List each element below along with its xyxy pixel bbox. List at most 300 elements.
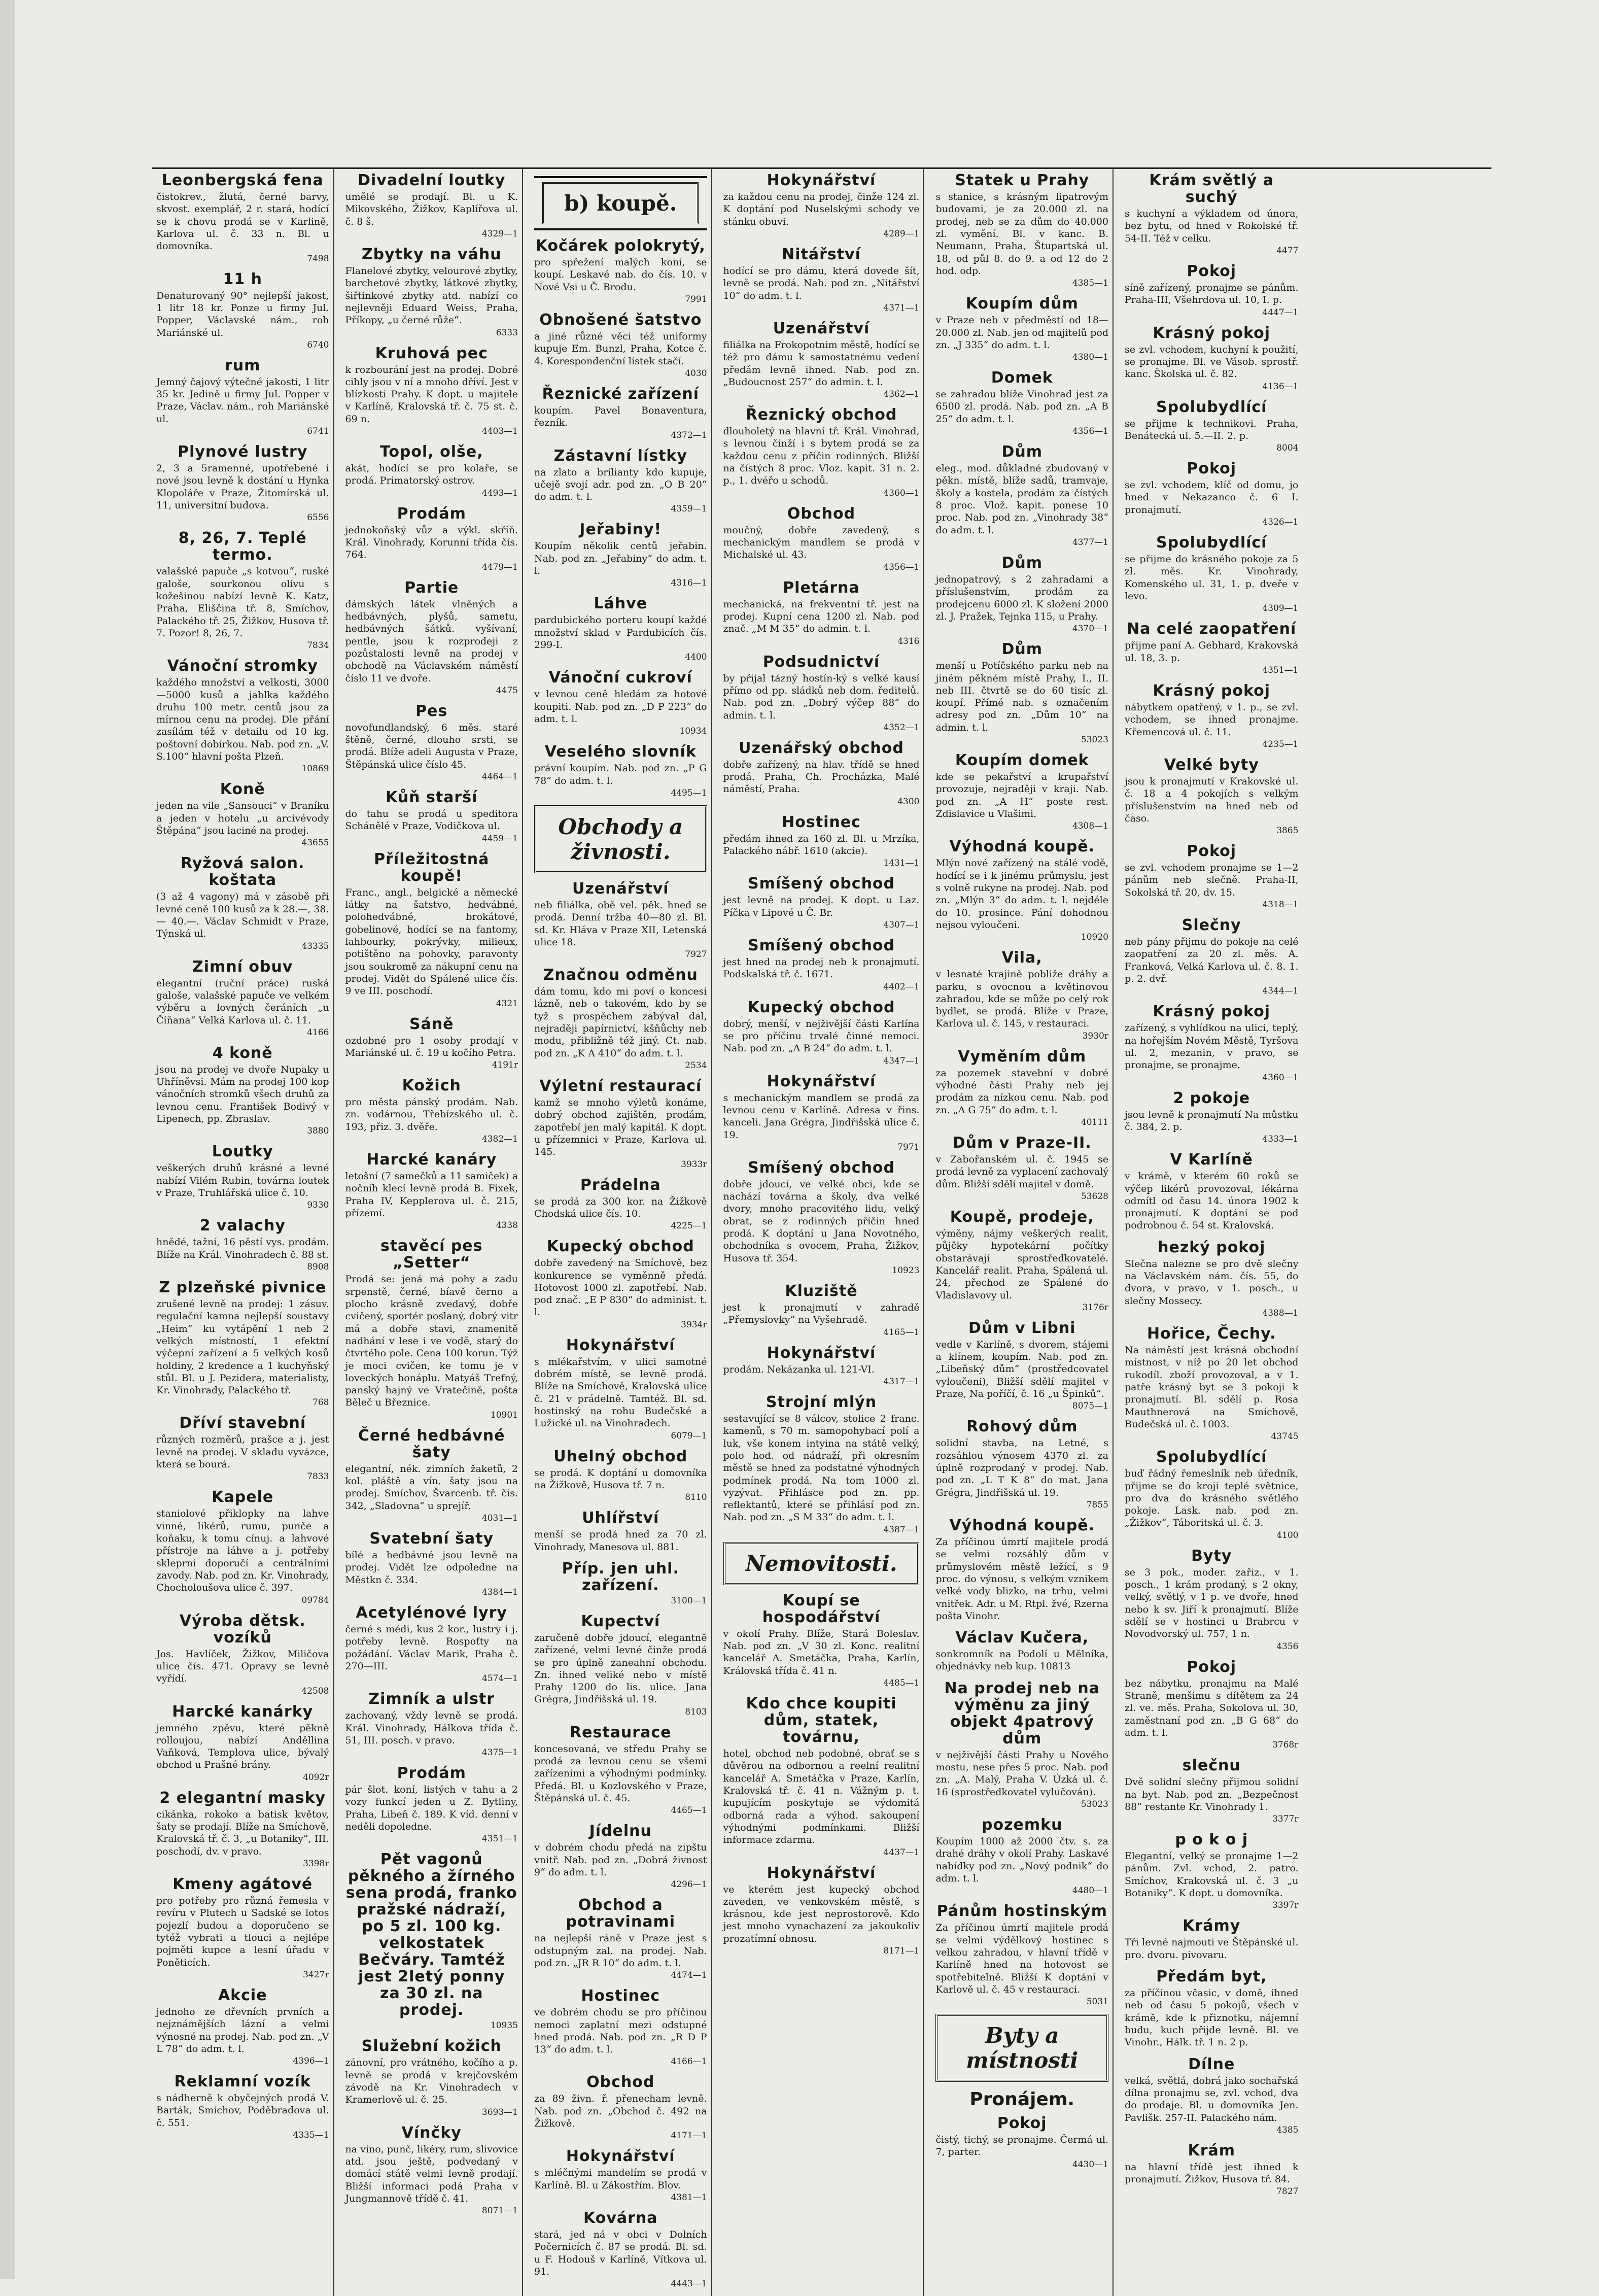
classified-ad [345, 851, 518, 1009]
classified-ad [1125, 757, 1299, 836]
ad-text: mechanická, na frekventní tř. jest na prodej. Kupní cena 1200 zl. Nab. pod znač. „M M 35“ do admin. t. l. [723, 598, 920, 635]
ad-reference-number: 4362—1 [883, 389, 920, 400]
ad-title: Koupě, prodeje, [950, 1208, 1094, 1226]
ad-title: Hostinec [782, 813, 861, 831]
ad-reference-number: 4356 [1276, 1641, 1299, 1652]
ad-reference-number: 09784 [301, 1595, 329, 1605]
classified-ad [156, 172, 329, 264]
ad-title: Krámy [1183, 1917, 1241, 1935]
ad-title: Kožich [402, 1077, 461, 1095]
ad-title: Koupím dům [965, 295, 1079, 313]
ad-title: Hostinec [581, 1987, 661, 2005]
classified-ad [534, 669, 707, 736]
ad-reference-number: 4474—1 [671, 1970, 707, 1981]
ad-reference-number: 4387—1 [883, 1524, 920, 1535]
ad-reference-number: 4443—1 [671, 2279, 707, 2289]
column-1 [152, 169, 334, 2296]
ad-title: Hokynářství [566, 1336, 675, 1354]
ad-title: Strojní mlýn [766, 1393, 877, 1411]
ad-reference-number: 4165—1 [883, 1327, 920, 1338]
ad-text: předám ihned za 160 zl. Bl. u Mrzíka, Palackého nábř. 1610 (akcie). [723, 833, 920, 857]
ad-reference-number: 8071—1 [481, 2206, 518, 2216]
ad-title: Vyměním dům [958, 1047, 1087, 1066]
ad-reference-number: 4309—1 [1262, 603, 1299, 614]
ad-text: ve dobrém chodu se pro příčinou nemoci zaplatní mezi odstupné hned prodá. Nab. pod zn. „R D P 13“ do adm. t. l. [534, 2007, 707, 2055]
ad-text: Elegantní, velký se pronajme 1—2 pánům. Zvl. vchod, 2. patro. Smíchov, Krakovská ul. č. 3 „u Botaniky“. K dopt. u domovníka. [1124, 1850, 1299, 1899]
classified-ad [345, 579, 518, 696]
ad-text: různých rozměrů, prašce a j. jest levně na prodej. V skladu vyvázce, která se bourá. [156, 1434, 329, 1470]
ad-reference-number: 3377r [1272, 1814, 1299, 1825]
ad-reference-number: 7498 [307, 253, 329, 264]
ad-text: Dvě solidní slečny přijmou solidní na byt. Nab. pod zn. „Bezpečnost 88“ restante Kr. Vinohrady 1. [1124, 1776, 1299, 1812]
ad-title: Obnošené šatstvo [539, 311, 702, 329]
ad-text: koncesovaná, ve středu Prahy se prodá za levnou cenu se všemi zařízeními a výhodnými podmínky. Předá. Bl. u Kozlovského v Praze, Štěpánská ul. č. 45. [534, 1743, 707, 1804]
ad-text: cikánka, rokoko a batisk květov, šaty se prodají. Blíže na Smíchově, Kralovská tř. č. 3, „u Botaniky“, III. poschodí, dv. v pravo. [156, 1808, 329, 1857]
ad-title: Zbytky na váhu [361, 245, 502, 263]
ad-reference-number: 7971 [897, 1142, 920, 1152]
ad-reference-number: 4380—1 [1072, 352, 1108, 363]
ad-reference-number: 4381—1 [671, 2192, 707, 2203]
ad-reference-number: 4479—1 [481, 562, 518, 572]
classified-ad [534, 1510, 707, 1553]
ad-title: Obchod [586, 2073, 655, 2092]
classified-ad [935, 555, 1108, 634]
classified-ad [345, 1604, 518, 1684]
ad-text: s kuchyní a výkladem od února, bez bytu, od hned v Rokolské tř. 54-II. Též v celku. [1124, 208, 1299, 244]
ad-text: v lesnaté krajině pobliže dráhy a parku, s ovocnou a květinovou zahradou, kde se může po celý rok bydlet, se prodá. Blíže v Praze, Karlova ul. č. 145, v restauraci. [935, 969, 1108, 1030]
ad-text: sonkromník na Podolí u Mělníka, objednávky neb kup. 10813 [935, 1649, 1108, 1672]
ad-title: Výhodná koupě. [949, 838, 1095, 856]
ad-text: v krámě, v kterém 60 roků se výčep likérů provozoval, lékárna odmítl od času 14. února 1902 k pronajmutí. K doptání se pod podrobnou č. 54 st. Kralovská. [1124, 1171, 1299, 1231]
ad-reference-number: 7991 [685, 294, 707, 304]
ad-title: Kůň starší [386, 789, 478, 807]
ad-reference-number: 4396—1 [293, 2056, 329, 2067]
ad-reference-number: 4333—1 [1262, 1134, 1299, 1145]
classified-ad [534, 2148, 707, 2203]
ad-text: za každou cenu na prodej, činže 124 zl. K doptání pod Nuselskými schody ve stánku obuvi. [723, 191, 920, 227]
ad-title: Z plzeňské pivnice [159, 1278, 327, 1296]
classified-ad [156, 781, 329, 848]
ad-text: černé s médi, kus 2 kor., lustry i j. potřeby levně. Rospoťty na požádání. Václav Marik, Praha č. 270—III. [345, 1623, 518, 1672]
classified-ad [534, 595, 707, 662]
ad-title: p o k o j [1175, 1831, 1248, 1849]
ad-reference-number: 4485—1 [883, 1678, 920, 1688]
ad-reference-number: 4191r [492, 1060, 518, 1071]
ad-text: jemného zpěvu, které pěkně rolloujou, nabízí Anděllina Vaňková, Templova ulice, bývalý obchod u Prašné brány. [156, 1722, 329, 1771]
ad-reference-number: 9330 [307, 1200, 329, 1211]
ad-title: Plynové lustry [178, 443, 308, 461]
ad-text: pardubického porteru koupí každé množství sklad v Pardubicích čís. 299-I. [534, 614, 707, 650]
classified-ad [935, 1517, 1108, 1622]
ad-title: Velké byty [1164, 756, 1259, 774]
ad-title: Dům [1001, 443, 1042, 461]
ad-reference-number: 5031 [1086, 1997, 1108, 2007]
ad-text: se prodá za 300 kor. na Žižkově Chodská ulice čís. 10. [534, 1195, 707, 1219]
ad-text: s nádherně k obyčejných prodá V. Barták, Smíchov, Poděbradova ul. č. 551. [156, 2093, 329, 2129]
ad-text: jeden na vile „Sansouci“ v Braníku a jeden v hotelu „u arcivévody Štěpána“ jsou laciné na prodej. [156, 800, 329, 836]
classified-ad [534, 1613, 707, 1717]
classified-ad [534, 1823, 707, 1890]
classified-ad [534, 2210, 707, 2289]
ad-text: se zvl. vchodem pronajme se 1—2 pánům neb slečně. Praha-II, Sokolská tř. 20, dv. 15. [1124, 862, 1299, 898]
ad-title: Topol, olše, [379, 443, 483, 461]
ad-reference-number: 3427r [303, 1969, 329, 1980]
ad-text: zrušené levně na prodej: 1 zásuv. regulační kamna nejlepší soustavy „Heim“ ku vytápění 1 neb 2 velkých místností, 1 efektní výčepní zařízení a 5 velkých kosů holdiny, 2 kredence a 1 kuchyňský stůl. Bl. u J. Pezidera, materialisty, Kr. Vinohrady, Palackého tř. [156, 1298, 329, 1396]
ad-text: jsou k pronajmutí v Krakovské ul. č. 18 a 4 pokojích s velkým příslušenstvím na hned neb od časo. [1124, 775, 1299, 824]
classified-ad [1125, 682, 1299, 749]
ad-title: pozemku [982, 1816, 1063, 1834]
ad-text: solidní stavba, na Letné, s rozsáhlou výnosem 4370 zl. za úplně rozprodaný v prodej. Nab. pod zn. „L T K 8“ do mat. Jana Grégra, Jindřišská ul. 19. [935, 1437, 1108, 1498]
ad-title: Statek u Prahy [955, 172, 1090, 189]
classified-ad [156, 1876, 329, 1980]
ad-reference-number: 4495—1 [671, 787, 707, 798]
ad-reference-number: 4371—1 [883, 302, 920, 313]
ad-reference-number: 4166 [307, 1027, 329, 1038]
ad-title: Značnou odměnu [543, 966, 698, 984]
ad-text: bez nábytku, pronajmu na Malé Straně, menšimu s dítětem za 24 zl. ve. měs. Praha, Sokolova ul. 30, zaměstnaní pod zn. „B G 68“ do adm. t. l. [1124, 1677, 1299, 1738]
classified-ad [935, 172, 1108, 288]
classified-ad [534, 312, 707, 379]
ad-title: Uhlířství [582, 1509, 659, 1527]
ad-reference-number: 4100 [1276, 1530, 1299, 1540]
ad-title: Hokynářství [767, 1864, 876, 1882]
ad-reference-number: 4480—1 [1072, 1886, 1108, 1896]
classified-ad [345, 703, 518, 782]
ad-title: Výletní restaurací [539, 1077, 702, 1095]
ad-text: pár šlot. koní, listých v tahu a 2 vozy funkcí jeden u Z. Bytliny, Praha, Libeň č. 189. K víd. denní v neděli dopoledne. [345, 1784, 518, 1833]
ad-reference-number: 7927 [685, 949, 707, 960]
ad-reference-number: 4464—1 [481, 772, 518, 782]
classified-ad [534, 967, 707, 1071]
ad-text: Za příčinou úmrtí majitele prodá se velmi rozsáhlý dům v průmyslovém městě ležící, s 9 proc. do výnosu, s velkým vznikem velké vody blizko, na trhu, velmi vnitřek. Adr. u M. Rtpl. žvé, Rzerna pošta Vinohr. [935, 1536, 1108, 1622]
classified-ad [534, 1337, 707, 1441]
ad-text: pro potřeby pro různá řemesla v revíru v Plutech u Sadské se lotos pojezlí budou a doporučeno se tytéž vybrati a tlouci a nejlépe pojměti kupce a lesní úřadu v Poněticích. [156, 1895, 329, 1968]
ad-text: čistý, tichý, se pronajme. Čermá ul. 7, parter. [935, 2134, 1108, 2158]
ad-reference-number: 7827 [1276, 2186, 1299, 2197]
ad-title: Krám [1188, 2141, 1235, 2160]
ad-text: Tři levné najmouti ve Štěpánské ul. pro. dvoru. pivovaru. [1124, 1937, 1299, 1961]
ad-title: Podsudnictví [762, 653, 880, 671]
classified-ad [156, 357, 329, 436]
ad-title: Partie [404, 578, 459, 597]
classified-ad [723, 1865, 920, 1957]
ad-title: Zimník a ulstr [368, 1690, 495, 1708]
classified-ad [345, 246, 518, 338]
ad-title: Uzenářský obchod [739, 739, 904, 757]
ad-text: zařízený, s vyhlídkou na ulici, teplý, na hořejším Novém Městě, Tyršova ul. 2, mezanin, v pravo, se pronajme, se pronajme. [1124, 1022, 1299, 1071]
classified-ad [723, 1345, 920, 1387]
ad-text: Franc., angl., belgické a německé látky na šatstvo, hedvábné, polohedvábné, brokátové, gobelinové, hodící se na fantomy, lahbourky, pokrývky, milieux, potištěno na pohovky, paravonty jsou soukromě za nákupní cenu na prodej. Vidět do Spálené ulice čís. 9 ve III. poschodí. [345, 886, 518, 997]
ad-text: s stanice, s krásným lipatrovým budovami, je za 20.000 zl. na prodej, neb se za dům do 40.000 zl. vymění. Bl. v kanc. B. Neumann, Praha, Štupartská ul. 18, od půl 8. do 9. a od 12 do 2 hod. odp. [935, 191, 1108, 277]
classified-ad [723, 505, 920, 572]
ad-title: Na prodej neb na výměnu za jiný objekt 4patrový dům [944, 1679, 1100, 1747]
classified-ad [1125, 172, 1299, 256]
classified-ad [156, 1143, 329, 1210]
ad-title: Služební kožich [361, 2037, 502, 2055]
ad-reference-number: 3398r [303, 1859, 329, 1869]
ad-reference-number: 2534 [685, 1060, 707, 1071]
ad-reference-number: 10923 [892, 1265, 920, 1276]
section-rule [534, 228, 707, 230]
ad-text: za 89 živn. ř. přenecham levně. Nab. pod zn. „Obchod č. 492 na Žižkově. [534, 2093, 707, 2130]
ad-text: výměny, nájmy veškerých realit, půjčky hypotekární počítky obstarávají sprostředkovatelé. Kancelář realit. Praha, Spálená ul. 24, přechod ze Spálené do Vladislavovy ul. [935, 1227, 1108, 1301]
ad-text: se přijme do krásného pokoje za 5 zl. měs. Kr. Vinohrady, Komenského ul. 31, 1. p. dveře v levo. [1124, 554, 1299, 602]
ad-reference-number: 10869 [301, 764, 329, 774]
ad-title: Vánoční stromky [167, 657, 318, 675]
classified-ad [935, 295, 1108, 362]
ad-title: Kmeny agátové [172, 1875, 313, 1893]
classified-ad [935, 443, 1108, 547]
ad-title: Příležitostná koupě! [374, 850, 490, 885]
ad-reference-number: 4235—1 [1262, 739, 1299, 749]
ad-title: 2 elegantní masky [159, 1789, 326, 1807]
ad-title: Domek [991, 369, 1053, 387]
ad-reference-number: 4356—1 [1072, 426, 1108, 437]
ad-reference-number: 53023 [1081, 735, 1108, 745]
classified-ad [723, 320, 920, 399]
ad-title: Zimní obuv [192, 957, 293, 976]
classified-ad [156, 958, 329, 1038]
ad-title: Pletárna [783, 578, 860, 597]
ad-title: Hořice, Čechy. [1147, 1325, 1276, 1343]
ad-title: Pokoj [1187, 842, 1237, 861]
ad-text: dám tomu, kdo mi poví o koncesi lázně, neb o takovém, kdo by se tyž s prospěchem zabýval dal, nejraději papírnictví, kšňůchy neb modu, přibližně též jiný. Ct. nab. pod zn. „K A 410“ do adm. t. l. [534, 986, 707, 1059]
ad-text: hnědé, tažní, 16 pěstí vys. prodám. Blíže na Král. Vinohradech č. 88 st. [156, 1237, 329, 1260]
ad-reference-number: 4400 [685, 652, 707, 663]
ad-title: Láhve [594, 595, 648, 613]
ad-reference-number: 4225—1 [671, 1221, 707, 1231]
ad-reference-number: 8171—1 [883, 1946, 920, 1957]
ad-title: Kočárek polokrytý, [535, 237, 706, 255]
ad-title: Pokoj [1187, 460, 1237, 478]
ad-title: Sáně [409, 1015, 454, 1033]
ad-title: Vánoční cukroví [548, 669, 692, 687]
classified-ad [935, 641, 1108, 745]
ad-title: Koupím domek [955, 751, 1089, 770]
ad-reference-number: 4475 [496, 685, 518, 696]
classified-ad [1125, 1968, 1299, 2049]
ad-title: Kapele [212, 1488, 274, 1506]
classified-ad [935, 752, 1108, 831]
ad-title: Dílne [1188, 2055, 1235, 2073]
ad-title: Pokoj [1187, 1658, 1237, 1676]
ad-reference-number: 4307—1 [883, 920, 920, 930]
ad-text: Denaturovaný 90° nejlepší jakost, 1 litr 18 kr. Ponze u firmy Jul. Popper, Václavské nám., roh Mariánské ul. [156, 290, 329, 338]
classified-ad [156, 1217, 329, 1272]
classified-ad [534, 880, 707, 959]
ad-text: přijme paní A. Gebhard, Krakovská ul. 18, 3. p. [1124, 640, 1299, 664]
classified-ad [723, 406, 920, 498]
ad-text: Slečna nalezne se pro dvě slečny na Václavském nám. čís. 55, do dvora, v pravo, v 1. posch., u slečny Mossecy. [1124, 1258, 1299, 1307]
ad-reference-number: 4351—1 [1262, 665, 1299, 675]
ad-reference-number: 7855 [1086, 1499, 1108, 1510]
classified-ad [345, 1427, 518, 1523]
classified-ad [534, 1560, 707, 1606]
ad-text: s mlékařstvím, v ulici samotné dobrém místě, se levně prodá. Blíže na Smíchově, Kralovská ulice č. 21 v prádelně. Tamtéž. Bl. sd. hostinský na rohu Budečské a Lužické ul. na Vinohradech. [534, 1356, 707, 1429]
column-6 [1121, 169, 1303, 2296]
classified-ad [345, 1691, 518, 1758]
ad-reference-number: 4092r [303, 1772, 329, 1783]
classified-ad [156, 1415, 329, 1482]
column-3 [530, 169, 712, 2296]
classified-ad [156, 1279, 329, 1408]
classified-ad [935, 1135, 1108, 1202]
ad-text: Jos. Havlíček, Žižkov, Miličova ulice čís. 471. Opravy se levně vyřídí. [156, 1648, 329, 1685]
ad-reference-number: 8908 [307, 1261, 329, 1272]
ad-text: za pozemek stavební v dobré výhodné části Prahy neb jej prodám za nízkou cenu. Nab. pod zn. „A G 75“ do adm. t. l. [935, 1067, 1108, 1116]
classified-ad [345, 172, 518, 239]
classified-ad [723, 579, 920, 646]
ad-text: pro spřežení malých koní, se koupí. Leskavé nab. do čís. 10. v Nové Vsi u Č. Brodu. [534, 257, 707, 293]
classified-ad [935, 838, 1108, 942]
ad-title: slečnu [1182, 1757, 1241, 1775]
ad-text: veškerých druhů krásné a levné nabízí Vilém Rubin, továrna loutek v Praze, Truhlářská ulice č. 10. [156, 1162, 329, 1198]
ad-text: jednoho ze dřevních prvních a nejznámějších lázní a velmi výnosné na prodej. Nab. pod zn. „V L 78“ do adm. t. l. [156, 2006, 329, 2054]
classified-ad [935, 1629, 1108, 1673]
ad-title: 4 koně [212, 1044, 273, 1062]
ad-title: Divadelní loutky [358, 172, 506, 189]
ad-text: hodící se pro dámu, která dovede šít, levně se prodá. Nab. pod zn. „Nitářství 10“ do adm. t. l. [723, 265, 920, 301]
ad-text: právní koupím. Nab. pod zn. „P G 78“ do adm. t. l. [534, 763, 707, 786]
classified-page [152, 167, 1491, 2289]
ad-text: Koupím 1000 až 2000 čtv. s. za drahé dráhy v okolí Prahy. Laskavé nabídky pod zn. „Nový podnik“ do adm. t. l. [935, 1836, 1108, 1884]
ad-title: Předám byt, [1156, 1968, 1267, 1985]
ad-title: Hokynářství [767, 1072, 876, 1090]
ad-title: Na celé zaopatření [1127, 620, 1297, 638]
classified-ad [345, 345, 518, 437]
ad-title: Slečny [1181, 916, 1241, 935]
column-5 [931, 169, 1114, 2296]
ad-reference-number: 4321 [496, 998, 518, 1009]
ad-title: Výroba dětsk. vozíků [179, 1612, 306, 1647]
ad-text: novofundlandský, 6 měs. staré štěně, černé, dlouho srsti, se prodá. Blíže adeli Augusta v Praze, Štěpánská ulice číslo 45. [345, 722, 518, 770]
classified-ad [935, 2115, 1108, 2170]
ad-title: Spolubydlící [1156, 398, 1267, 416]
ad-text: umělé se prodají. Bl. u K. Mikovského, Žižkov, Kaplířova ul. č. 8 š. [345, 191, 518, 227]
ad-text: menší u Potíčského parku neb na jiném pěkném místě Prahy, I., II. neb III. čtvrtě se do 60 tisíc zl. koupí. Přímé nab. s označením adresy pod zn. „Dům 10“ na admin. t. l. [935, 660, 1108, 733]
ad-text: 2, 3 a 5ramenné, upotřebené i nové jsou levně k dostání u Hynka Klopoláře v Praze, Žitomírská ul. 11, universitní budova. [156, 463, 329, 511]
ad-title: Řeznické zařízení [542, 385, 699, 403]
ad-reference-number: 4351—1 [481, 1834, 518, 1844]
ad-reference-number: 4296—1 [671, 1879, 707, 1890]
ad-text: do tahu se prodá u speditora Schánělé v Praze, Vodičkova ul. [345, 808, 518, 832]
ad-reference-number: 768 [312, 1397, 329, 1408]
page-margin-strip [0, 0, 15, 2279]
ad-text: se 3 pok., moder. zařiz., v 1. posch., 1 krám prodaný, s 2 okny, velký, světlý, v 1 p. ve dvoře, hned nebo k sv. Jiří k pronajmutí. Blíže sdělí se v hostinci u Brabrcu v Novodvorský ul. 757, 1 n. [1124, 1566, 1299, 1640]
ad-title: Kupecký obchod [747, 998, 895, 1016]
ad-reference-number: 4344—1 [1262, 986, 1299, 997]
ad-text: Prodá se: jená má pohy a zadu srpenstě, černé, bíavě černo a plocho krásně zvedavý, dobře cvičený, sportér poslaný, dobrý vitr má a dobře stavi, znamenitě nadhání v lese i ve vodě, starý do čtvrtého pole. Cena 100 korun. Týž je moci cvičen, ke tomu je v loveckých honáplu. Matyáš Trefný, panský hajný ve Vratečině, pošta Běleč u Březnice. [345, 1274, 518, 1409]
ad-reference-number: 4289—1 [883, 228, 920, 239]
column-4 [719, 169, 925, 2296]
ad-title: rum [225, 356, 261, 374]
ad-reference-number: 6333 [496, 327, 518, 338]
ad-title: Rohový dům [966, 1418, 1078, 1436]
ad-reference-number: 4356—1 [883, 562, 920, 572]
ad-title: 8, 26, 7. Teplé termo. [178, 529, 307, 564]
ad-reference-number: 4308—1 [1072, 821, 1108, 832]
classified-ad [1125, 1548, 1299, 1652]
ad-text: na zlato a brilianty kdo kupuje, učejě svojí adr. pod zn. „O B 20“ do adm. t. l. [534, 466, 707, 503]
ad-text: elegantní (ruční práce) ruská galoše, valašské papuče ve velkém výběru a lovných čeráních „u Číňana“ Velká Karlova ul. č. 11. [156, 977, 329, 1026]
ad-reference-number: 4360—1 [1262, 1072, 1299, 1083]
ad-reference-number: 3933r [681, 1159, 707, 1170]
ad-text: jest hned na prodej neb k pronajmutí. Podskalská tř. č. 1671. [723, 956, 920, 980]
ad-text: v okolí Prahy. Blíže, Stará Boleslav. Nab. pod zn. „V 30 zl. Konc. realitní kancelář A. Smetáčka, Praha, Karlín, Královská třída č. 41 n. [723, 1628, 920, 1676]
ad-text: koupím. Pavel Bonaventura, řezník. [534, 404, 707, 429]
classified-ad [534, 1238, 707, 1330]
classified-ad [935, 1048, 1108, 1127]
ad-title: Dům v Libni [968, 1319, 1076, 1337]
classified-ad [345, 443, 518, 498]
ad-text: jsou na prodej ve dvoře Nupaky u Uhříněvsi. Mám na prodej 100 kop vánočních stromků všech druhů za levnou cenu. František Bodivý v Lipenech, pp. Zbraslav. [156, 1064, 329, 1125]
ad-text: zaručeně dobře jdoucí, elegantně zařízené, velmi levné činže prodá se pro úplně zaneahní obchodu. Zn. ihned veliké nebo v místě Prahy 1200 do lis. ulice. Jana Grégra, Jindřišská ul. 19. [534, 1632, 707, 1705]
ad-title: Uzenářství [773, 319, 870, 337]
classified-ad [534, 1724, 707, 1816]
ad-reference-number: 4430—1 [1072, 2159, 1108, 2170]
ad-title: Prodám [397, 504, 466, 523]
ad-text: Flanelové zbytky, velourové zbytky, barchetové zbytky, látkové zbytky, šiřtinkové zbytky atd. nabízí co nejlevněji Eduard Weiss, Praha, Příkopy, „u černé růže“. [345, 265, 518, 326]
ad-text: akát, hodící se pro kolaře, se prodá. Primatorský ostrov. [345, 463, 518, 487]
classified-ad [1125, 1659, 1299, 1751]
ad-reference-number: 4388—1 [1262, 1308, 1299, 1318]
ad-reference-number: 4375—1 [481, 1747, 518, 1758]
classified-ad [723, 654, 920, 733]
section-koupe [534, 176, 707, 230]
ad-text: na nejlepší ráně v Praze jest s odstupným zal. na prodej. Nab. pod zn. „JR R 10“ do adm. t. l. [534, 1933, 707, 1969]
ad-reference-number: 3865 [1276, 826, 1299, 836]
ad-reference-number: 4171—1 [671, 2131, 707, 2141]
section-pronajem-title: Pronájem. [969, 2089, 1075, 2110]
ad-reference-number: 4347—1 [883, 1055, 920, 1066]
ad-title: Loutky [212, 1143, 273, 1161]
ad-title: Dříví stavební [179, 1414, 306, 1432]
classified-ad [534, 1448, 707, 1503]
ad-reference-number: 4385—1 [1072, 278, 1108, 289]
ad-reference-number: 4377—1 [1072, 537, 1108, 547]
ad-text: zánovní, pro vrátného, kočího a p. levně se prodá v krejčovském závodě na Kr. Vinohradech v Kramerlově ul. č. 25. [345, 2057, 518, 2106]
ad-text: kde se pekařství a krupařství provozuje, nejraději v kraji. Nab. pod zn. „A H“ poste rest. Zdislavice u Vlašimi. [935, 771, 1108, 819]
classified-ad [156, 1489, 329, 1605]
ad-text: dlouholetý na hlavní tř. Král. Vinohrad, s levnou činží i s bytem prodá se za každou cenu z příčin rodinných. Bližší na čístých 8 proc. Vloz. kapit. 31 n. 2. p., 1. dvéřo u schodů. [723, 426, 920, 487]
ad-reference-number: 8004 [1276, 443, 1299, 454]
ad-text: dobře zavedený na Smíchově, bez konkurence se vyměnně předá. Hotovost 1000 zl. zapotřebí. Nab. pod znač. „E P 830“ do administ. t. l. [534, 1257, 707, 1318]
ad-text: prodám. Nekázanka ul. 121-VI. [723, 1363, 875, 1375]
ad-reference-number: 4477 [1276, 245, 1299, 256]
ad-reference-number: 42508 [301, 1686, 329, 1696]
ad-text: stará, jed ná v obci v Dolních Počernicích č. 87 se prodá. Bl. sd. u F. Hodouš v Karlíně, Vítkova ul. 91. [534, 2229, 707, 2277]
ad-text: Mlýn nové zařízený na stálé vodě, hodící se i k jinému průmyslu, jest s volně rukyne na prodej. Nab. pod zn. „Mlýn 3“ do adm. t. l. nejdéle do 10. prosince. Pání dohodnou nejsou vyloučeni. [935, 858, 1108, 931]
classified-ad [723, 1283, 920, 1338]
ad-reference-number: 4329—1 [481, 228, 518, 239]
ad-text: každého množství a velkosti, 3000—5000 kusů a jablka každého druhu 100 metr. centů jsou za mírnou cenu na prodej. Dle přání zasílám též v detailu od 10 kg. poštovní dobírkou. Nab. pod zn. „V. S.100“ hlavní pošta Plzeň. [156, 677, 329, 763]
ad-title: 11 h [223, 270, 263, 288]
ad-title: V Karlíně [1170, 1151, 1253, 1169]
ad-reference-number: 6741 [307, 426, 329, 437]
ad-text: se zvl. vchodem, kuchyní k použití, se pronajme. Bl. ve Vásob. sprostř. kanc. Školska ul. č. 82. [1124, 344, 1299, 380]
ad-text: valašské papuče „s kotvou“, ruské galoše, sourkonou olivu s kožešinou nabízí levně K. Katz, Praha, Eliščina tř. 8, Smíchov, Palackého tř. 25, Žižkov, Husova tř. 7. Pozor! 8, 26, 7. [156, 566, 329, 639]
classified-ad [723, 1592, 920, 1688]
ad-text: jednokoňský vůz a výkl. skříň. Král. Vinohrady, Korunní třída čís. 764. [345, 524, 518, 561]
classified-ad [1125, 1239, 1299, 1318]
classified-ad [156, 1703, 329, 1783]
ad-reference-number: 4338 [496, 1220, 518, 1231]
section-byty-title: Byty a místnosti [935, 2014, 1108, 2082]
classified-ad [935, 1903, 1108, 2007]
ad-text: síně zařízený, pronajme se pánům. Praha-III, Všehrdova ul. 10, I. p. [1124, 282, 1299, 306]
ad-reference-number: 4318—1 [1262, 900, 1299, 910]
ad-reference-number: 4384—1 [481, 1587, 518, 1597]
